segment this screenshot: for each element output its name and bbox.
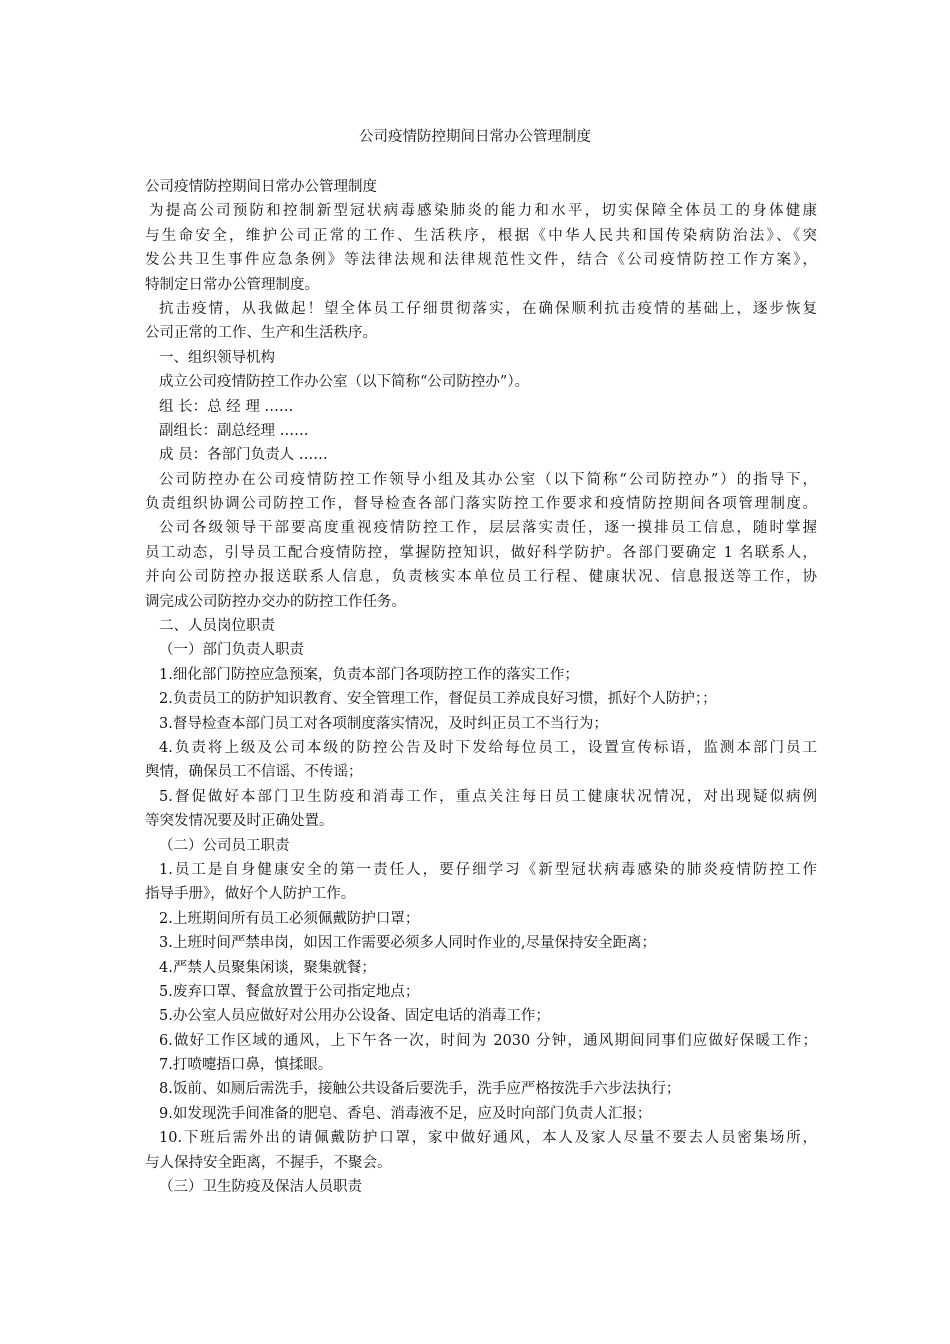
paragraph-line: 指导手册》，做好个人防护工作。 [145,886,356,903]
paragraph-line: 特制定日常办公管理制度。 [145,276,319,293]
paragraph-line: 调完成公司防控办交办的防控工作任务。 [145,593,406,610]
paragraph-line: 并向公司防控办报送联系人信息，负责核实本单位员工行程、健康状况、信息报送等工作，协 [145,569,817,586]
paragraph-line: 公司各级领导干部要高度重视疫情防控工作，层层落实责任，逐一摸排员工信息，随时掌握 [159,520,817,537]
paragraph-line: 3.上班时间严禁串岗，如因工作需要必须多人同时作业的,尽量保持安全距离； [159,935,656,952]
paragraph-line: 6.做好工作区域的通风，上下午各一次，时间为 2030 分钟，通风期间同事们应做好保暖工作； [159,1032,817,1049]
paragraph-line: 5.废弃口罩、餐盒放置于公司指定地点； [159,983,420,1000]
paragraph-line: 为提高公司预防和控制新型冠状病毒感染肺炎的能力和水平，切实保障全体员工的身体健康 [149,203,817,220]
paragraph-line: 公司防控办在公司疫情防控工作领导小组及其办公室（以下简称“公司防控办”）的指导下， [159,471,817,488]
paragraph-line: 负责组织协调公司防控工作，督导检查各部门落实防控工作要求和疫情防控期间各项管理制度。 [145,496,817,513]
paragraph-line: 公司正常的工作、生产和生活秩序。 [145,325,377,342]
paragraph-line: 与人保持安全距离，不握手，不聚会。 [145,1154,392,1171]
document-title: 公司疫情防控期间日常办公管理制度 [359,129,591,145]
paragraph-line: 4.严禁人员聚集闲谈，聚集就餐； [159,959,376,976]
paragraph-line: 3.督导检查本部门员工对各项制度落实情况，及时纠正员工不当行为； [159,715,608,732]
paragraph-line: 成 员：各部门负责人 …… [159,447,328,464]
paragraph-line: 组 长：总 经 理 …… [159,398,294,415]
paragraph-line: （一）部门负责人职责 [159,642,304,659]
paragraph-line: 5.督促做好本部门卫生防疫和消毒工作，重点关注每日员工健康状况情况，对出现疑似病例 [159,788,817,805]
paragraph-line: 7.打喷嚏捂口鼻，慎揉眼。 [159,1057,333,1074]
paragraph-line: （二）公司员工职责 [159,837,290,854]
paragraph-line: 1.员工是自身健康安全的第一责任人，要仔细学习《新型冠状病毒感染的肺炎疫情防控工作 [159,861,817,878]
paragraph-line: 副组长：副总经理 …… [159,422,309,439]
paragraph-line: 9.如发现洗手间准备的肥皂、香皂、消毒液不足，应及时向部门负责人汇报； [159,1105,652,1122]
paragraph-line: 2.上班期间所有员工必须佩戴防护口罩； [159,910,420,927]
paragraph-line: 员工动态，引导员工配合疫情防控，掌握防控知识，做好科学防护。各部门要确定 1 名联系人， [145,544,817,561]
paragraph-line: 一、组织领导机构 [159,349,275,366]
paragraph-line: （三）卫生防疫及保洁人员职责 [159,1179,362,1196]
paragraph-line: 8.饭前、如厕后需洗手，接触公共设备后要洗手，洗手应严格按洗手六步法执行； [159,1081,681,1098]
paragraph-line: 5.办公室人员应做好对公用办公设备、固定电话的消毒工作； [159,1008,550,1025]
document-body [145,175,817,1199]
paragraph-line: 2.负责员工的防护知识教育、安全管理工作，督促员工养成良好习惯，抓好个人防护；； [159,691,717,708]
paragraph-line: 10.下班后需外出的请佩戴防护口罩，家中做好通风，本人及家人尽量不要去人员密集场所， [159,1130,817,1147]
paragraph-line: 与生命安全，维护公司正常的工作、生活秩序，根据《中华人民共和国传染病防治法》、《突 [145,227,817,244]
paragraph-line: 公司疫情防控期间日常办公管理制度 [145,179,377,195]
paragraph-line: 发公共卫生事件应急条例》等法律法规和法律规范性文件，结合《公司疫情防控工作方案》， [145,252,817,269]
paragraph-line: 4.负责将上级及公司本级的防控公告及时下发给每位员工，设置宣传标语，监测本部门员工 [159,739,817,756]
paragraph-line: 1.细化部门防控应急预案，负责本部门各项防控工作的落实工作； [159,666,579,683]
paragraph-line: 舆情，确保员工不信谣、不传谣； [145,764,363,781]
paragraph-line: 等突发情况要及时正确处置。 [145,813,334,830]
paragraph-line: 二、人员岗位职责 [159,618,275,635]
paragraph-line: 成立公司疫情防控工作办公室（以下简称“公司防控办”）。 [159,374,530,391]
paragraph-line: 抗击疫情，从我做起！望全体员工仔细贯彻落实，在确保顺利抗击疫情的基础上，逐步恢复 [159,300,817,317]
